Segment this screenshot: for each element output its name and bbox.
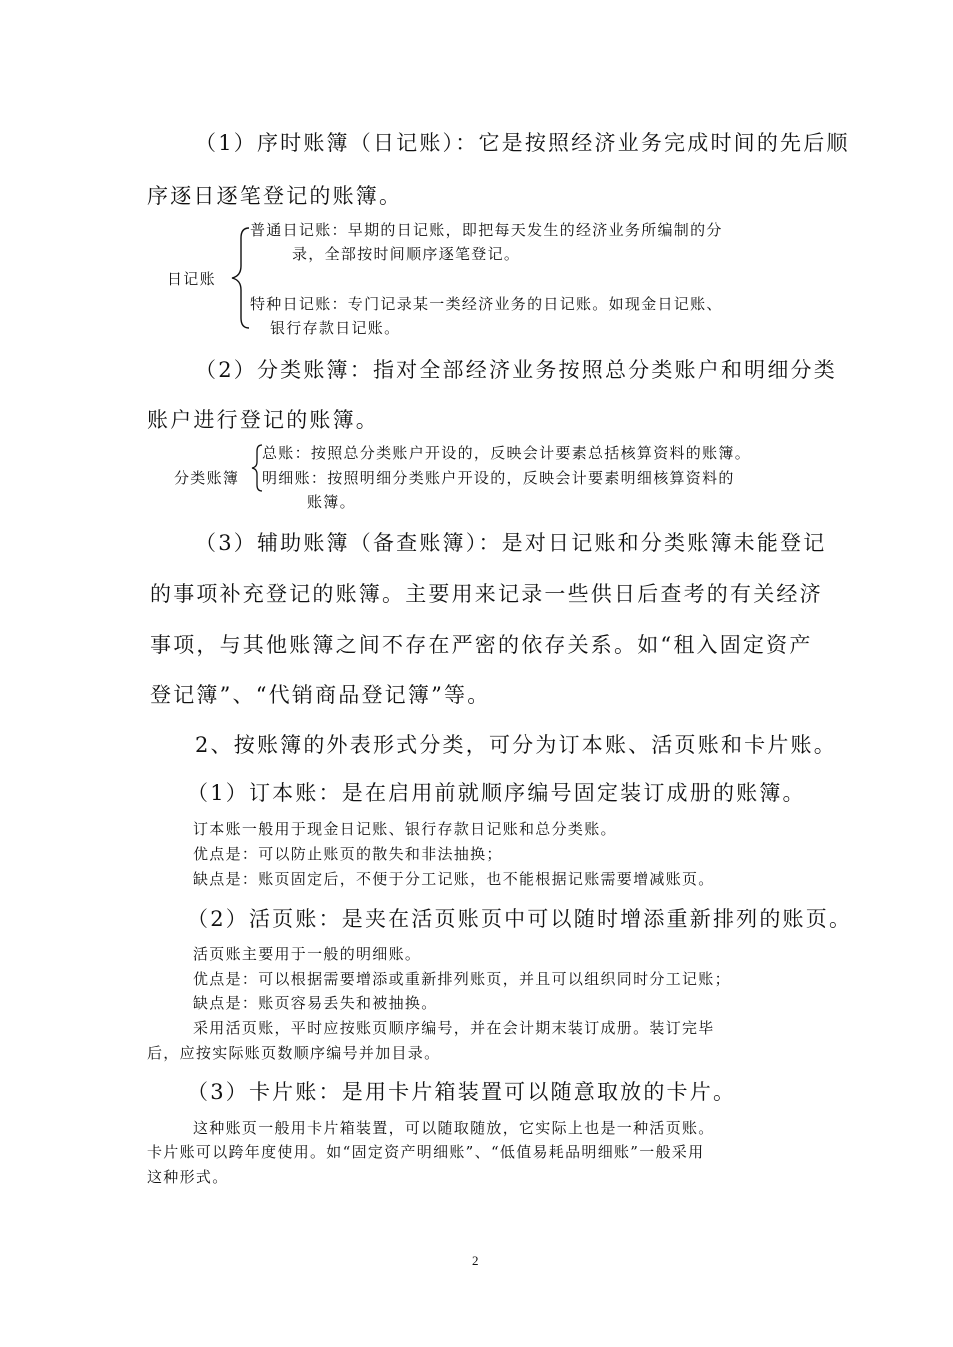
card-heading: （3）卡片账：是用卡片箱装置可以随意取放的卡片。 xyxy=(187,1080,737,1104)
section-2-heading: 2、按账簿的外表形式分类，可分为订本账、活页账和卡片账。 xyxy=(195,733,837,757)
ledger-item-general-ledger: 总账：按照总分类账户开设的，反映会计要素总括核算资料的账簿。 xyxy=(262,444,752,462)
card-note-line-3: 这种形式。 xyxy=(147,1168,229,1186)
journal-item-special-line-1: 特种日记账：专门记录某一类经济业务的日记账。如现金日记账、 xyxy=(250,295,723,313)
page-number: 2 xyxy=(472,1253,479,1268)
card-note-line-2: 卡片账可以跨年度使用。如“固定资产明细账”、“低值易耗品明细账”一般采用 xyxy=(147,1143,705,1161)
paragraph-3-line-3: 事项，与其他账簿之间不存在严密的依存关系。如“租入固定资产 xyxy=(150,633,813,657)
paragraph-3-line-2: 的事项补充登记的账簿。主要用来记录一些供日后查考的有关经济 xyxy=(150,582,823,606)
ledger-item-detail-line-2: 账簿。 xyxy=(307,493,356,511)
ledger-label: 分类账簿 xyxy=(174,469,240,487)
bound-book-heading: （1）订本账：是在启用前就顺序编号固定装订成册的账簿。 xyxy=(187,781,806,805)
paragraph-1-line-1: （1）序时账簿（日记账）：它是按照经济业务完成时间的先后顺 xyxy=(195,131,850,155)
ledger-item-detail-line-1: 明细账：按照明细分类账户开设的，反映会计要素明细核算资料的 xyxy=(262,469,735,487)
loose-leaf-note-3: 缺点是：账页容易丢失和被抽换。 xyxy=(193,994,438,1012)
bound-book-note-3: 缺点是：账页固定后，不便于分工记账，也不能根据记账需要增减账页。 xyxy=(193,870,715,888)
bound-book-note-2: 优点是：可以防止账页的散失和非法抽换； xyxy=(193,845,503,863)
left-brace-icon xyxy=(229,226,251,330)
journal-item-general-line-1: 普通日记账：早期的日记账，即把每天发生的经济业务所编制的分 xyxy=(250,221,723,239)
journal-item-special-line-2: 银行存款日记账。 xyxy=(270,319,401,337)
card-note-line-1: 这种账页一般用卡片箱装置，可以随取随放，它实际上也是一种活页账。 xyxy=(193,1119,715,1137)
journal-label: 日记账 xyxy=(167,270,216,288)
loose-leaf-note-4-line-2: 后，应按实际账页数顺序编号并加目录。 xyxy=(147,1044,441,1062)
journal-item-general-line-2: 录，全部按时间顺序逐笔登记。 xyxy=(292,245,521,263)
loose-leaf-note-2: 优点是：可以根据需要增添或重新排列账页，并且可以组织同时分工记账； xyxy=(193,970,731,988)
loose-leaf-heading: （2）活页账：是夹在活页账页中可以随时增添重新排列的账页。 xyxy=(187,907,853,931)
paragraph-3-line-1: （3）辅助账簿（备查账簿）：是对日记账和分类账簿未能登记 xyxy=(195,531,827,555)
bound-book-note-1: 订本账一般用于现金日记账、银行存款日记账和总分类账。 xyxy=(193,820,617,838)
paragraph-1-line-2: 序逐日逐笔登记的账簿。 xyxy=(147,184,403,208)
paragraph-3-line-4: 登记簿”、“代销商品登记簿”等。 xyxy=(150,683,491,707)
loose-leaf-note-4-line-1: 采用活页账，平时应按账页顺序编号，并在会计期末装订成册。装订完毕 xyxy=(193,1019,715,1037)
paragraph-2-line-1: （2）分类账簿：指对全部经济业务按照总分类账户和明细分类 xyxy=(195,358,837,382)
paragraph-2-line-2: 账户进行登记的账簿。 xyxy=(147,408,379,432)
loose-leaf-note-1: 活页账主要用于一般的明细账。 xyxy=(193,945,422,963)
